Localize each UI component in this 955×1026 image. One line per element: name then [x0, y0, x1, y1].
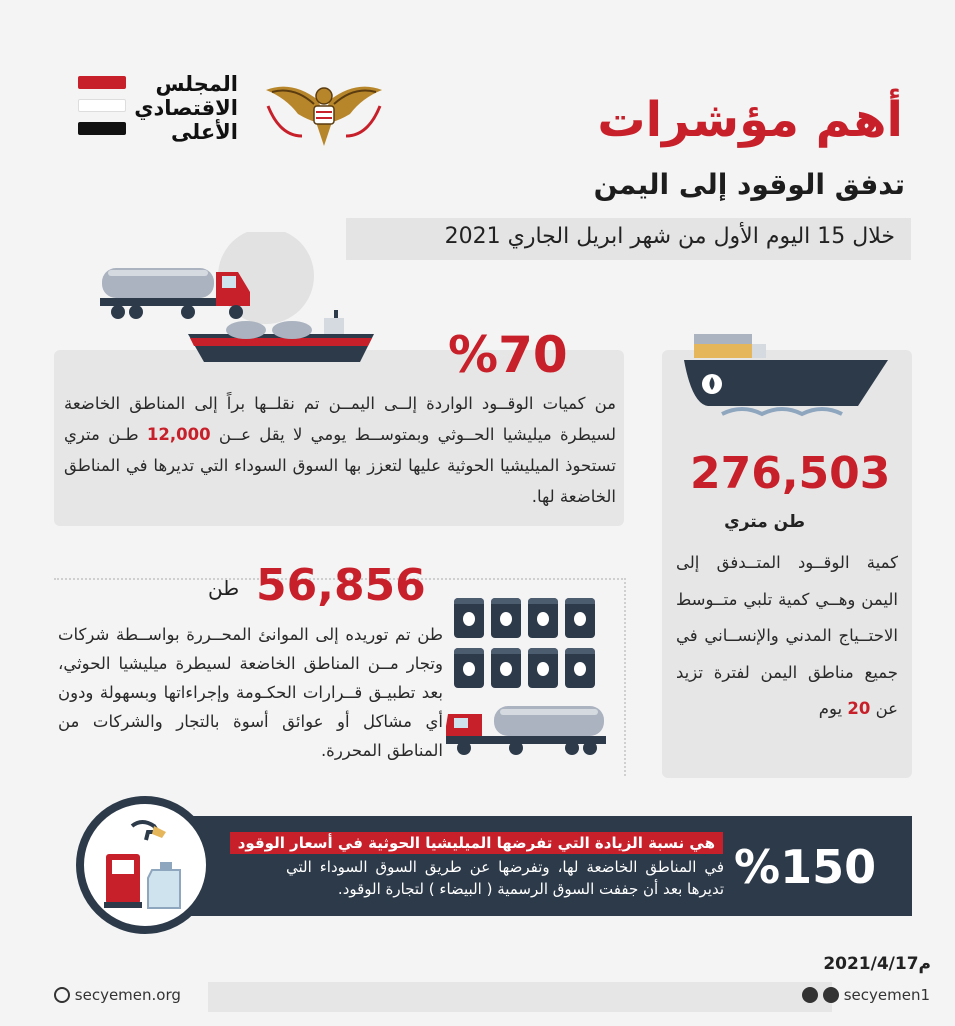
twitter-icon: [802, 987, 818, 1003]
ports-description: طن تم توريده إلى الموانئ المحــررة بواســطة شركات وتجار مــن المناطق الخاضعة لسيطرة ميليشيا الحوثي، بعد تطبيـق قــرارات الحكـومة وإجراءاتها وبسهولة ودون أي مشاكل أو عوائق أسوة بالتجار والشركات من المناطق المحررة.: [58, 625, 443, 760]
land-daily-amount: 12,000: [146, 425, 211, 444]
price-description: في المناطق الخاضعة لها، وتفرضها عن طريق السوق السوداء التي تديرها بعد أن جففت السوق الرسمية ( البيضاء ) لتجارة الوقود.: [286, 858, 724, 898]
period-banner: خلال 15 اليوم الأول من شهر ابريل الجاري 2021: [346, 218, 911, 260]
council-name-line-2: الاقتصادي: [134, 96, 238, 120]
total-fuel-description: [676, 545, 898, 728]
land-text-before: من كميات الوقــود الواردة إلــى اليمــن تم نقلــها براً إلى المناطق الخاضعة لسيطرة ميليشيا الحــوثي وبمتوســط يومي لا يقل عــن: [64, 394, 616, 444]
footer: [40, 980, 930, 1014]
website-link[interactable]: [54, 986, 181, 1004]
total-days-unit: يوم: [818, 699, 843, 718]
tanker-truck-icon: [444, 700, 608, 756]
page-title: أهم مؤشرات: [597, 92, 903, 148]
facebook-icon: [823, 987, 839, 1003]
flag-bars-icon: [78, 76, 126, 145]
price-highlight: هي نسبة الزيادة التي تفرضها الميليشيا الحوثية في أسعار الوقود: [230, 832, 723, 854]
council-logo: [78, 72, 238, 150]
social-handle-text: secyemen1: [843, 986, 930, 1004]
oil-tanker-ship-icon: [682, 326, 896, 422]
total-fuel-unit: طن متري: [724, 512, 805, 532]
fuel-pump-icon: [84, 804, 206, 926]
total-fuel-amount: 276,503: [690, 448, 891, 499]
land-percent: %70: [448, 326, 568, 384]
yemen-eagle-emblem-icon: [262, 76, 386, 150]
council-name-line-3: الأعلى: [171, 120, 238, 144]
ports-amount: 56,856: [256, 560, 426, 611]
total-days: 20: [847, 699, 871, 718]
publish-date: 2021/4/17م: [823, 954, 931, 974]
website-text: secyemen.org: [74, 986, 181, 1004]
ports-unit: طن: [208, 576, 240, 600]
footer-bar: [208, 982, 832, 1012]
council-name: [126, 72, 238, 144]
council-name-line-1: المجلس: [155, 72, 238, 96]
social-handle[interactable]: [802, 986, 930, 1004]
total-text-before: كمية الوقــود المتــدفق إلى اليمن وهــي كمية تلبي متــوسط الاحتــياج المدني والإنســاني في جميع مناطق اليمن لفترة تزيد عن: [676, 553, 898, 718]
fuel-station-badge: [76, 796, 214, 934]
land-description: [64, 388, 616, 512]
page-subtitle: تدفق الوقود إلى اليمن: [593, 168, 905, 201]
truck-and-ship-icon: [96, 232, 386, 372]
globe-icon: [54, 987, 70, 1003]
land-text-after: طـن متري تستحوذ الميليشيا الحوثية عليها لتعزز بها السوق السوداء التي تديرها في المناطق الخاضعة لها.: [64, 425, 616, 506]
price-percent: %150: [734, 840, 877, 894]
